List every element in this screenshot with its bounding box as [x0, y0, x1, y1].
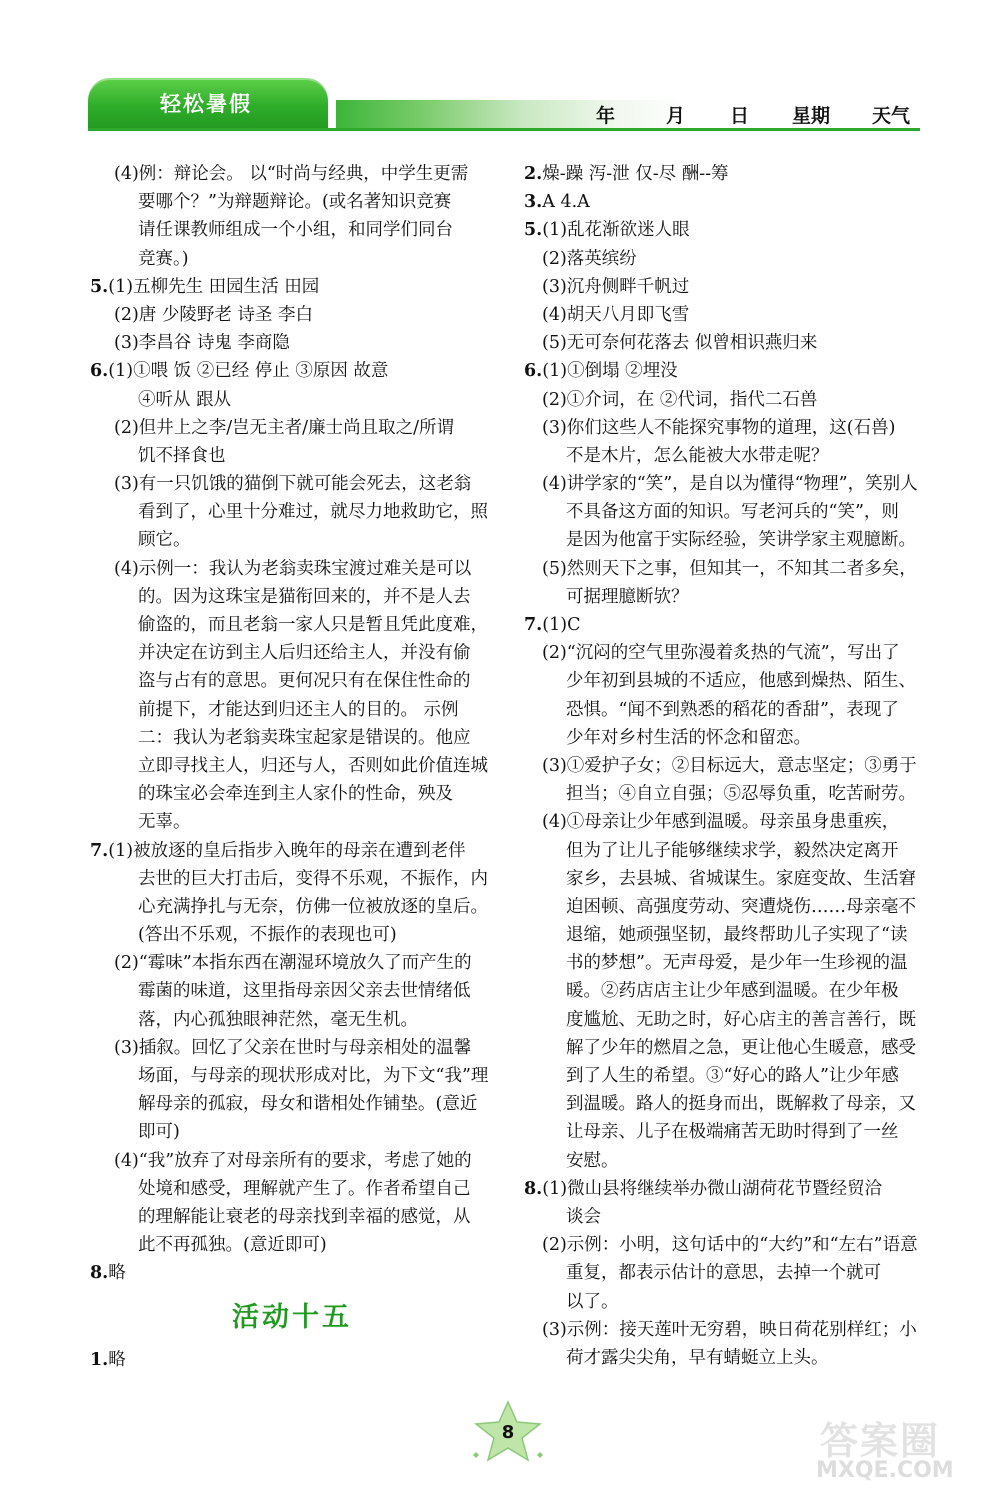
- line-text: 二：我认为老翁卖珠宝起家是错误的。他应: [138, 727, 471, 748]
- page-header: [0, 0, 1000, 140]
- question-number: 6.: [90, 361, 109, 382]
- text-line: [524, 949, 922, 977]
- text-line: [90, 1034, 494, 1062]
- line-text: 解了少年的燃眉之急，更让他心生暖意，感受: [566, 1037, 916, 1058]
- line-text: 偷盗的，而且老翁一家人只是暂且凭此度难，: [138, 615, 488, 635]
- text-line: [90, 808, 494, 836]
- line-text: ④听从 跟从: [138, 389, 232, 410]
- text-line: [90, 639, 494, 667]
- text-line: [524, 1259, 922, 1287]
- line-text: 重复，都表示估计的意思，去掉一个就可: [566, 1263, 881, 1284]
- line-text: (1)五柳先生 田园生活 田园: [108, 276, 320, 297]
- line-text: 此不再孤独。(意近即可): [138, 1235, 327, 1256]
- question-number: 8.: [90, 1263, 109, 1284]
- text-line: [524, 921, 922, 949]
- text-line: [90, 1006, 494, 1034]
- text-line: [90, 780, 494, 808]
- line-text: (1)①倒塌 ②埋没: [542, 361, 678, 382]
- text-line: [524, 1316, 922, 1344]
- line-text: 安慰。: [566, 1150, 619, 1171]
- line-text: (2)“沉闷的空气里弥漫着炙热的气流”，写出了: [542, 643, 900, 664]
- text-line: [90, 1147, 494, 1175]
- line-text: 落，内心孤独眼神茫然，毫无生机。: [138, 1009, 418, 1030]
- line-text: (1)被放逐的皇后指步入晚年的母亲在遭到老伴: [108, 840, 466, 861]
- watermark-logo: [820, 1410, 940, 1465]
- text-line: [90, 273, 494, 301]
- line-text: 书的梦想”。无声母爱，是少年一生珍视的温: [566, 953, 908, 974]
- text-line: [524, 245, 922, 273]
- header-tab: [88, 78, 328, 128]
- header-rule: [88, 128, 920, 131]
- line-text: 到温暖。路人的挺身而出，既解救了母亲，又: [566, 1094, 916, 1115]
- line-text: (5)无可奈何花落去 似曾相识燕归来: [542, 333, 818, 354]
- line-text: 可据理臆断欤？: [566, 586, 689, 607]
- text-line: [90, 1259, 494, 1287]
- line-text: 请任课教师组成一个小组，和同学们同台: [138, 220, 453, 241]
- line-text: 处境和感受，理解就产生了。作者希望自己: [138, 1178, 471, 1199]
- line-text: 看到了，心里十分难过，就尽力地救助它，照: [138, 502, 488, 523]
- line-text: (4)示例一：我认为老翁卖珠宝渡过难关是可以: [114, 558, 472, 579]
- line-text: 解母亲的孤寂，母女和谐相处作铺垫。(意近: [138, 1094, 478, 1115]
- line-text: (4)例：辩论会。 以“时尚与经典，中学生更需: [114, 164, 469, 184]
- text-line: [90, 752, 494, 780]
- line-text: (答出不乐观，不振作的表现也可): [138, 925, 397, 946]
- text-line: [90, 555, 494, 583]
- line-text: 顾它。: [138, 530, 191, 551]
- text-line: [524, 555, 922, 583]
- line-text: (2)唐 少陵野老 诗圣 李白: [114, 304, 313, 325]
- text-line: [524, 386, 922, 414]
- field-day: 日: [730, 105, 750, 127]
- text-line: [524, 216, 922, 244]
- line-text: (4)①母亲让少年感到温暖。母亲虽身患重疾，: [542, 812, 900, 833]
- text-line: [524, 667, 922, 695]
- text-line: [524, 893, 922, 921]
- question-number: 3.: [524, 192, 543, 213]
- text-line: [90, 611, 494, 639]
- line-text: 霉菌的味道，这里指母亲因父亲去世情绪低: [138, 981, 471, 1002]
- line-text: (2)但井上之李/岂无主者/廉士尚且取之/所谓: [114, 417, 454, 438]
- left-column: [90, 160, 494, 1288]
- text-line: [90, 1203, 494, 1231]
- line-text: (3)李昌谷 诗鬼 李商隐: [114, 333, 290, 354]
- section-title: 活动十五: [232, 1302, 352, 1333]
- line-text: 退缩，她顽强坚韧，最终帮助儿子实现了“读: [566, 925, 908, 946]
- line-text: (3)示例：接天莲叶无穷碧，映日荷花别样红；小: [542, 1319, 917, 1340]
- answer-text: 略: [108, 1350, 126, 1370]
- line-text: (1)①喂 饭 ②已经 停止 ③原因 故意: [108, 361, 389, 382]
- line-text: 不具备这方面的知识。写老河兵的“笑”，则: [566, 502, 899, 523]
- text-line: [524, 780, 922, 808]
- text-line: [524, 752, 922, 780]
- line-text: (1)C: [542, 615, 581, 635]
- question-number: 2.: [524, 164, 543, 184]
- text-line: [524, 1175, 922, 1203]
- text-line: [90, 442, 494, 470]
- text-line: [90, 1231, 494, 1259]
- text-line: [90, 977, 494, 1005]
- line-text: A 4.A: [542, 192, 590, 213]
- line-text: 担当；④自立自强；⑤忍辱负重，吃苦耐劳。: [566, 784, 916, 805]
- text-line: [90, 865, 494, 893]
- line-text: (3)你们这些人不能探究事物的道理，这(石兽): [542, 417, 896, 438]
- question-number: 8.: [524, 1178, 543, 1199]
- line-text: 立即寻找主人，归还与人，否则如此价值连城: [138, 755, 488, 776]
- text-line: [90, 160, 494, 188]
- text-line: [524, 1288, 922, 1316]
- field-month: 月: [666, 105, 686, 127]
- field-weather: 天气: [872, 105, 911, 127]
- right-column: [524, 160, 922, 1372]
- text-line: [524, 977, 922, 1005]
- text-line: [524, 611, 922, 639]
- answer-line: 1.略: [90, 1350, 126, 1370]
- line-text: 谈会: [566, 1206, 601, 1227]
- line-text: 但为了让儿子能够继续求学，毅然决定离开: [566, 840, 899, 861]
- text-line: [90, 216, 494, 244]
- text-line: [524, 329, 922, 357]
- line-text: (1)微山县将继续举办微山湖荷花节暨经贸洽: [542, 1178, 883, 1199]
- text-line: [90, 1062, 494, 1090]
- text-line: [524, 526, 922, 554]
- line-text: (2)示例：小明，这句话中的“大约”和“左右”语意: [542, 1235, 918, 1256]
- text-line: [524, 1090, 922, 1118]
- line-text: (4)胡天八月即飞雪: [542, 304, 690, 325]
- line-text: 即可): [138, 1122, 180, 1143]
- watermark-url: MXQE.COM: [816, 1458, 954, 1483]
- text-line: [524, 837, 922, 865]
- header-title: 轻松暑假: [160, 92, 252, 116]
- line-text: 度尴尬、无助之时，好心店主的善言善行，既: [566, 1009, 916, 1030]
- text-line: [524, 808, 922, 836]
- text-line: [90, 583, 494, 611]
- line-text: 的理解能让衰老的母亲找到幸福的感觉，从: [138, 1206, 471, 1227]
- text-line: [524, 865, 922, 893]
- text-line: [90, 921, 494, 949]
- watermark-logo-text: 答案圈: [820, 1419, 941, 1463]
- line-text: 是因为他富于实际经验，笑讲学家主观臆断。: [566, 530, 916, 551]
- text-line: [90, 526, 494, 554]
- line-text: 无辜。: [138, 812, 191, 833]
- line-text: (3)①爱护子女；②目标远大，意志坚定；③勇于: [542, 755, 917, 776]
- text-line: [524, 696, 922, 724]
- text-line: [524, 160, 922, 188]
- text-line: [90, 893, 494, 921]
- text-line: [90, 1118, 494, 1146]
- question-number: 6.: [524, 361, 543, 382]
- text-line: [524, 1203, 922, 1231]
- line-text: 少年初到县城的不适应，他感到燥热、陌生、: [566, 671, 916, 692]
- question-number: 7.: [524, 615, 543, 635]
- text-line: [524, 1118, 922, 1146]
- line-text: (3)沉舟侧畔千帆过: [542, 276, 690, 297]
- text-line: [90, 1090, 494, 1118]
- line-text: 的。因为这珠宝是猫衔回来的，并不是人去: [138, 586, 471, 607]
- text-line: [524, 498, 922, 526]
- line-text: 并决定在访到主人后归还给主人，并没有偷: [138, 643, 471, 664]
- text-line: [524, 1231, 922, 1259]
- line-text: 饥不择食也: [138, 445, 226, 466]
- text-line: [90, 837, 494, 865]
- text-line: [524, 1006, 922, 1034]
- line-text: 恐惧。“闻不到熟悉的稻花的香甜”，表现了: [566, 699, 899, 720]
- page-number-badge: [470, 1400, 546, 1466]
- text-line: [90, 667, 494, 695]
- page-number: 8: [501, 1422, 515, 1443]
- text-line: [90, 414, 494, 442]
- question-number: 5.: [524, 220, 543, 241]
- line-text: (2)“霉味”本指东西在潮湿环境放久了而产生的: [114, 953, 472, 974]
- line-text: 让母亲、儿子在极端痛苦无助时得到了一丝: [566, 1122, 899, 1143]
- line-text: 暖。②药店店主让少年感到温暖。在少年极: [566, 981, 899, 1002]
- question-number: 5.: [90, 276, 109, 297]
- line-text: (3)插叙。回忆了父亲在世时与母亲相处的温馨: [114, 1037, 472, 1058]
- line-text: 荷才露尖尖角，早有蜻蜓立上头。: [566, 1347, 829, 1368]
- text-line: [90, 245, 494, 273]
- text-line: [90, 188, 494, 216]
- question-number: 7.: [90, 840, 109, 861]
- line-text: (2)①介词，在 ②代词，指代二石兽: [542, 389, 818, 410]
- line-text: (4)“我”放弃了对母亲所有的要求，考虑了她的: [114, 1150, 472, 1171]
- date-fields: [596, 101, 932, 128]
- line-text: 家乡，去县城、省城谋生。家庭变故、生活窘: [566, 868, 916, 889]
- line-text: 心充满挣扎与无奈，仿佛一位被放逐的皇后。: [138, 896, 488, 917]
- line-text: 去世的巨大打击后，变得不乐观，不振作，内: [138, 868, 488, 889]
- text-line: [90, 357, 494, 385]
- line-text: 竞赛。): [138, 248, 189, 269]
- text-line: [90, 724, 494, 752]
- line-text: (5)然则天下之事，但知其一，不知其二者多矣，: [542, 558, 917, 579]
- text-line: [90, 386, 494, 414]
- line-text: (3)有一只饥饿的猫倒下就可能会死去，这老翁: [114, 474, 472, 495]
- field-year: 年: [596, 105, 616, 127]
- text-line: [90, 696, 494, 724]
- text-line: [524, 1034, 922, 1062]
- line-text: 场面，与母亲的现状形成对比，为下文“我”理: [138, 1066, 489, 1086]
- text-line: [524, 724, 922, 752]
- text-line: [524, 357, 922, 385]
- line-text: (1)乱花渐欲迷人眼: [542, 220, 690, 241]
- line-text: 燥-躁 泻-泄 仅-尽 酬--筹: [542, 164, 729, 184]
- line-text: 要哪个？”为辩题辩论。(或名著知识竞赛: [138, 192, 452, 213]
- line-text: 不是木片，怎么能被大水带走呢？: [566, 445, 829, 466]
- text-line: [524, 583, 922, 611]
- text-line: [90, 1175, 494, 1203]
- text-line: [90, 949, 494, 977]
- text-line: [524, 639, 922, 667]
- text-line: [524, 1344, 922, 1372]
- text-line: [524, 1147, 922, 1175]
- text-line: [90, 498, 494, 526]
- field-weekday: 星期: [792, 105, 831, 127]
- line-text: 略: [108, 1263, 126, 1284]
- line-text: (2)落英缤纷: [542, 248, 637, 269]
- line-text: (4)讲学家的“笑”，是自以为懂得“物理”，笑别人: [542, 474, 918, 495]
- text-line: [524, 188, 922, 216]
- text-line: [524, 1062, 922, 1090]
- line-text: 少年对乡村生活的怀念和留恋。: [566, 727, 811, 748]
- text-line: [90, 301, 494, 329]
- text-line: [524, 414, 922, 442]
- line-text: 到了人生的希望。③“好心的路人”让少年感: [566, 1066, 899, 1086]
- line-text: 迫困顿、高强度劳动、突遭烧伤……母亲毫不: [566, 896, 916, 917]
- text-line: [524, 273, 922, 301]
- line-text: 的珠宝必会牵连到主人家仆的性命，殃及: [138, 784, 453, 805]
- line-text: 前提下，才能达到归还主人的目的。 示例: [138, 699, 459, 720]
- text-line: [90, 470, 494, 498]
- text-line: [524, 470, 922, 498]
- text-line: [524, 301, 922, 329]
- line-text: 以了。: [566, 1291, 619, 1312]
- text-line: [524, 442, 922, 470]
- line-text: 盗与占有的意思。更何况只有在保住性命的: [138, 671, 471, 692]
- text-line: [90, 329, 494, 357]
